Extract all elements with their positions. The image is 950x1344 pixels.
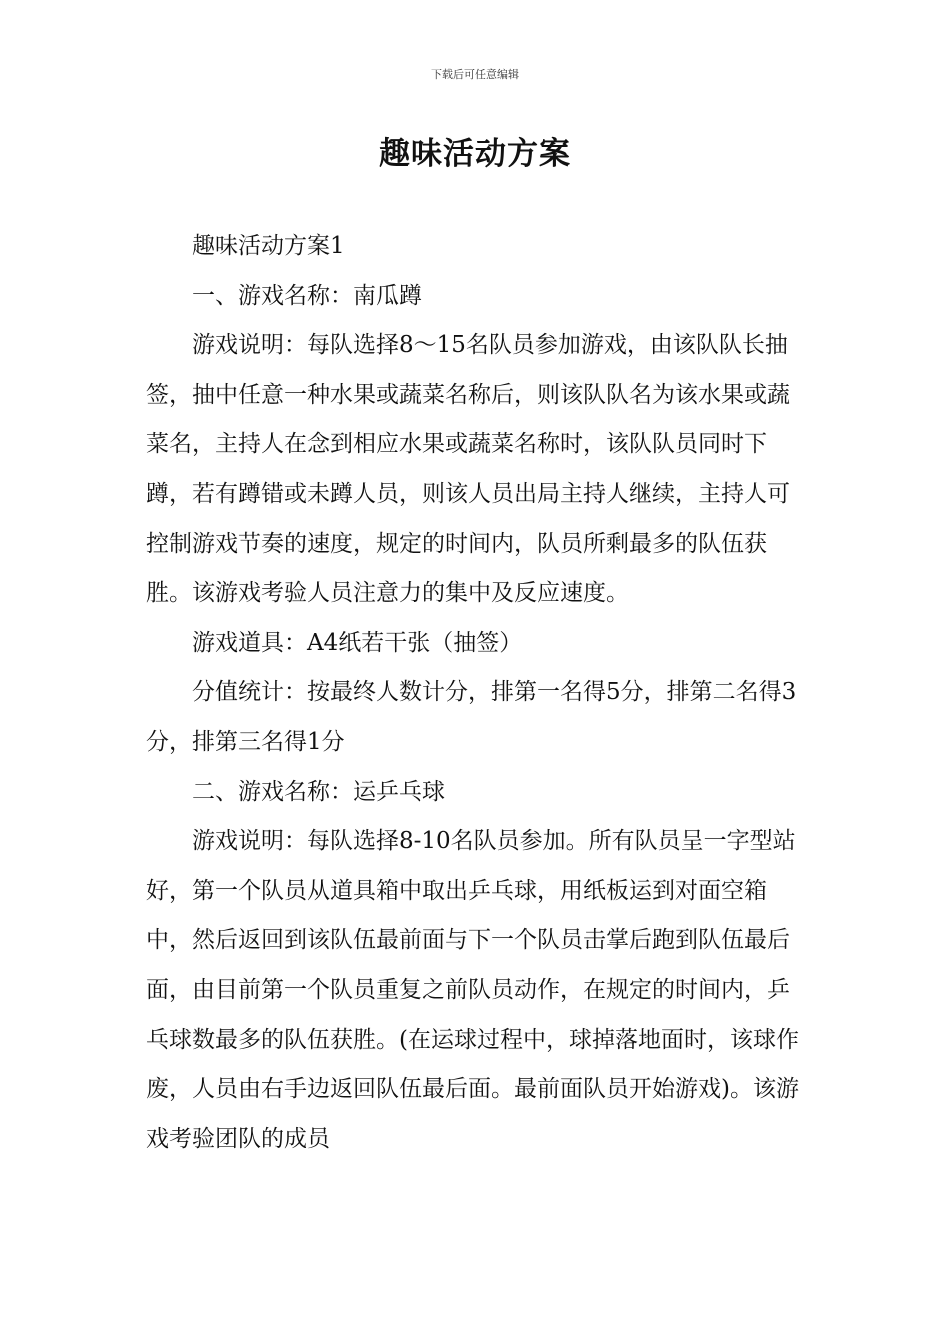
- game-1-scoring: 分值统计：按最终人数计分，排第一名得5分，排第二名得3分，排第三名得1分: [146, 679, 797, 755]
- game-1-props: 游戏道具：A4纸若干张（抽签）: [192, 629, 523, 656]
- game-2-description: 游戏说明：每队选择8-10名队员参加。所有队员呈一字型站好，第一个队员从道具箱中取出乒乓球，用纸板运到对面空箱中，然后返回到该队伍最前面与下一个队员击掌后跑到队伍最后面，由目前第一个队员重复之前队员动作，在规定的时间内，乒乓球数最多的队伍获胜。(在运球过程中，球掉落地面时，该球作废，人员由右手边返回队伍最后面。最前面队员开始游戏)。该游戏考验团队的成员: [146, 828, 799, 1152]
- document-title: 趣味活动方案: [379, 136, 571, 172]
- game-1-name: 一、游戏名称：南瓜蹲: [192, 282, 422, 309]
- section-heading-plan-1: 趣味活动方案1: [192, 233, 345, 259]
- game-1-description: 游戏说明：每队选择8～15名队员参加游戏，由该队队长抽签，抽中任意一种水果或蔬菜名称后，则该队队名为该水果或蔬菜名，主持人在念到相应水果或蔬菜名称时，该队队员同时下蹲，若有蹲错或未蹲人员，则该人员出局主持人继续，主持人可控制游戏节奏的速度，规定的时间内，队员所剩最多的队伍获胜。该游戏考验人员注意力的集中及反应速度。: [146, 332, 790, 607]
- header-note: 下载后可任意编辑: [431, 68, 519, 81]
- game-2-name: 二、游戏名称：运乒乓球: [192, 778, 445, 805]
- document-body: [146, 222, 808, 1164]
